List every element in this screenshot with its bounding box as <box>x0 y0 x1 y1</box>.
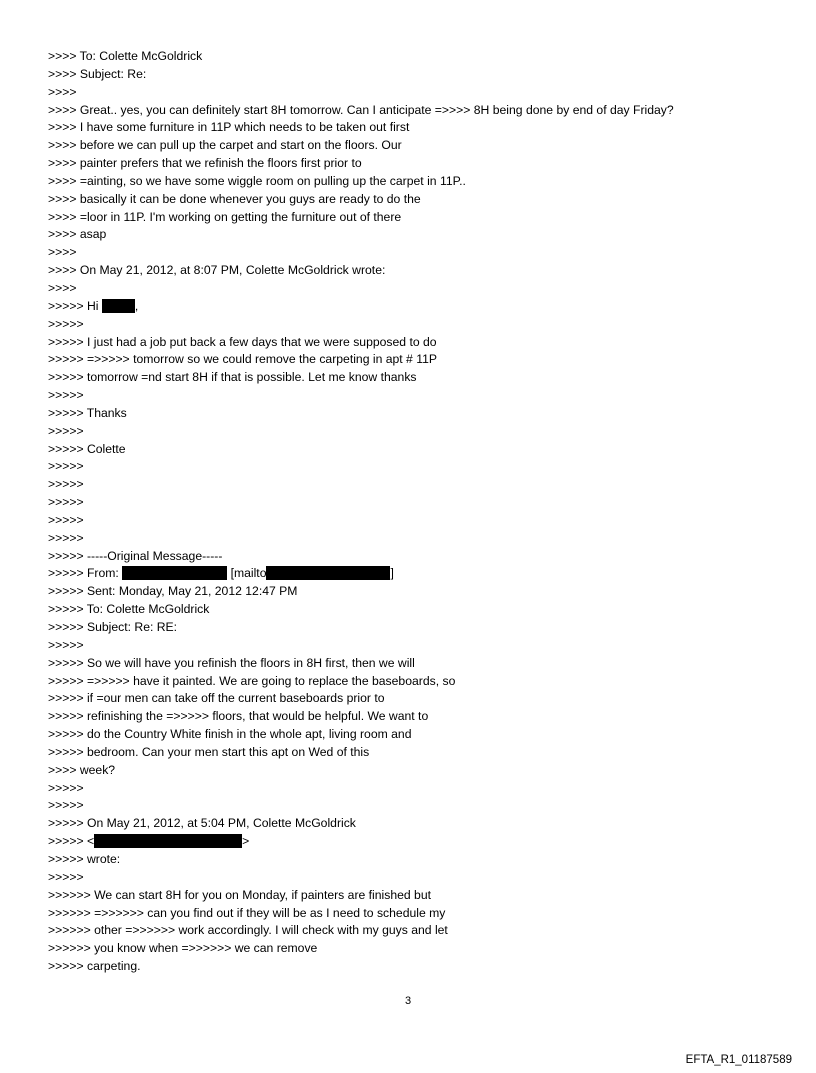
email-line: >>>>> <box>48 495 84 510</box>
email-line: >>>>> Colette <box>48 441 126 456</box>
email-line: >>>>> do the Country White finish in the whole apt, living room and <box>48 727 412 742</box>
email-line: >>>> week? <box>48 762 116 777</box>
email-line: >>>> =ainting, so we have some wiggle room on pulling up the carpet in 11P.. <box>48 173 466 188</box>
document-id: EFTA_R1_01187589 <box>685 1054 792 1066</box>
email-line: >>>>> <box>48 423 84 438</box>
email-line: >>>> <box>48 84 77 99</box>
email-line: >>>>> -----Original Message----- <box>48 548 223 563</box>
email-line: >>>> asap <box>48 227 107 242</box>
email-line: >>>>> I just had a job put back a few days that we were supposed to do <box>48 334 437 349</box>
email-line: >>>>> carpeting. <box>48 959 141 974</box>
email-line: >>>>> =>>>>> tomorrow so we could remove the carpeting in apt # 11P <box>48 352 438 367</box>
email-line: >>>>>> you know when =>>>>>> we can remove <box>48 941 318 956</box>
email-line: >>>>>> =>>>>>> can you find out if they will be as I need to schedule my <box>48 905 446 920</box>
email-line: >>>>> bedroom. Can your men start this apt on Wed of this <box>48 744 370 759</box>
email-line: >>>>> Thanks <box>48 405 127 420</box>
email-line: >>>>> <box>48 798 84 813</box>
email-line: >>>> On May 21, 2012, at 8:07 PM, Colette McGoldrick wrote: <box>48 263 386 278</box>
email-line: >>>> basically it can be done whenever you guys are ready to do the <box>48 191 421 206</box>
email-line: >>>> To: Colette McGoldrick <box>48 49 203 63</box>
email-line: >>>> Subject: Re: <box>48 66 147 81</box>
mailto-label: [mailto <box>227 566 267 581</box>
email-line: >>>>> Subject: Re: RE: <box>48 620 178 634</box>
mailto-close: ] <box>390 566 394 581</box>
email-line: >>>>> <box>48 477 84 492</box>
email-line-greeting <box>48 298 788 316</box>
email-line: >>>>>> We can start 8H for you on Monday, if painters are finished but <box>48 887 432 902</box>
redaction-box <box>122 566 227 580</box>
email-line: >>>>> Sent: Monday, May 21, 2012 12:47 PM <box>48 584 298 599</box>
email-line: >>>>> tomorrow =nd start 8H if that is possible. Let me know thanks <box>48 370 417 385</box>
email-line: >>>>>> other =>>>>>> work accordingly. I will check with my guys and let <box>48 923 448 938</box>
redaction-box <box>94 834 242 848</box>
email-line: >>>> =loor in 11P. I'm working on getting the furniture out of there <box>48 209 402 224</box>
redaction-box <box>102 299 135 313</box>
address-open: >>>>> < <box>48 834 95 849</box>
email-line: >>>>> =>>>>> have it painted. We are going to replace the baseboards, so <box>48 673 456 688</box>
email-line: >>>>> So we will have you refinish the floors in 8H first, then we will <box>48 655 415 670</box>
email-line: >>>>> <box>48 780 84 795</box>
email-line-from <box>48 565 788 583</box>
email-line: >>>> <box>48 280 77 295</box>
email-line: >>>> painter prefers that we refinish the floors first prior to <box>48 156 362 171</box>
email-line: >>>> before we can pull up the carpet and start on the floors. Our <box>48 138 402 153</box>
email-line: >>>>> To: Colette McGoldrick <box>48 602 210 617</box>
email-line: >>>>> <box>48 530 84 545</box>
email-line: >>>> <box>48 245 77 260</box>
email-line: >>>>> <box>48 637 84 652</box>
email-line: >>>>> refinishing the =>>>>> floors, that would be helpful. We want to <box>48 709 429 724</box>
address-close: > <box>242 834 250 849</box>
email-line-address <box>48 833 788 851</box>
redaction-box <box>266 566 390 580</box>
email-line: >>>> I have some furniture in 11P which needs to be taken out first <box>48 120 410 135</box>
email-line: >>>>> if =our men can take off the current baseboards prior to <box>48 691 385 706</box>
email-line: >>>> Great.. yes, you can definitely start 8H tomorrow. Can I anticipate =>>>> 8H being done by end of day Friday? <box>48 102 674 117</box>
email-line: >>>>> <box>48 316 84 331</box>
email-line: >>>>> <box>48 512 84 527</box>
page-number: 3 <box>404 995 412 1007</box>
greeting-comma: , <box>134 298 139 313</box>
email-thread-body <box>48 48 788 976</box>
email-line: >>>>> <box>48 388 84 403</box>
email-line: >>>>> wrote: <box>48 851 121 866</box>
from-label: >>>>> From: <box>48 566 123 581</box>
email-line: >>>>> On May 21, 2012, at 5:04 PM, Colette McGoldrick <box>48 816 356 831</box>
greeting-text: >>>>> Hi <box>48 298 102 313</box>
email-line: >>>>> <box>48 869 84 884</box>
email-line: >>>>> <box>48 459 84 474</box>
